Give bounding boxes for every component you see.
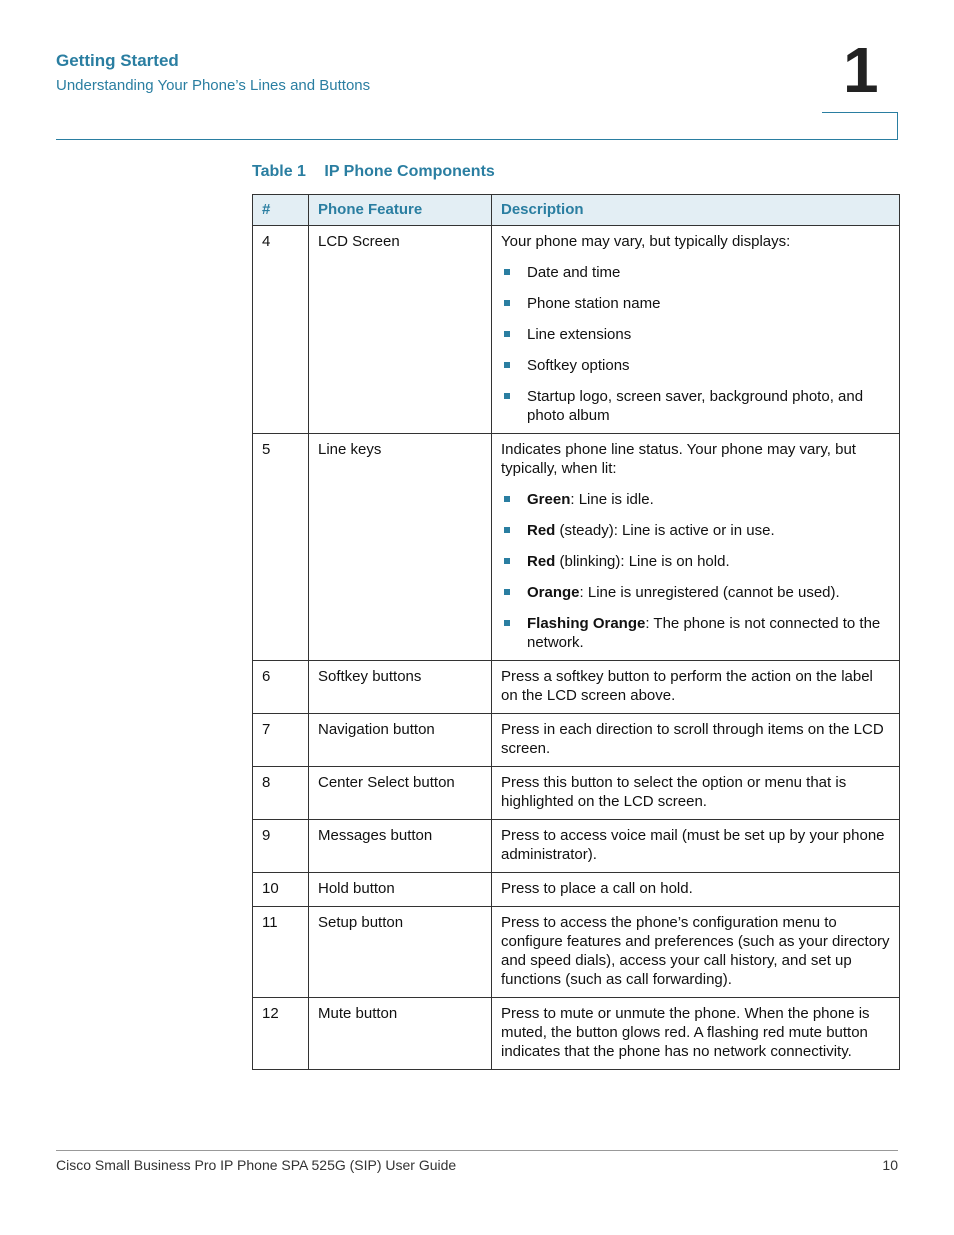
row-description <box>492 907 900 998</box>
column-header-feature: Phone Feature <box>309 195 492 226</box>
table-row <box>253 907 900 998</box>
table-row <box>253 714 900 767</box>
description-text: Press to access the phone’s configuration menu to configure features and preferences (such as your directory and speed dials), access your call history, and set up functions (such as call forwarding). <box>501 914 890 988</box>
table-caption-number: Table 1 <box>252 163 306 180</box>
bullet-text: (steady): Line is active or in use. <box>555 522 775 539</box>
row-description <box>492 873 900 907</box>
bullet-term: Red <box>527 522 556 539</box>
bullet-item <box>501 387 891 425</box>
row-description <box>492 767 900 820</box>
row-description <box>492 998 900 1070</box>
column-header-description: Description <box>492 195 900 226</box>
bullet-list <box>501 263 891 425</box>
description-text: Your phone may vary, but typically displays: <box>501 233 791 250</box>
row-description <box>492 226 900 434</box>
row-number: 7 <box>253 714 309 767</box>
table-header-row <box>253 195 900 226</box>
bullet-text: Startup logo, screen saver, background photo, and photo album <box>527 388 864 424</box>
bullet-term: Green <box>527 491 571 508</box>
components-table <box>252 194 900 1070</box>
table-row <box>253 226 900 434</box>
table-caption-title: IP Phone Components <box>324 163 495 180</box>
bullet-text: (blinking): Line is on hold. <box>555 553 730 570</box>
bullet-item <box>501 325 891 344</box>
row-feature: Setup button <box>309 907 492 998</box>
bullet-item <box>501 356 891 375</box>
description-text: Indicates phone line status. Your phone may vary, but typically, when lit: <box>501 441 856 477</box>
bullet-item <box>501 294 891 313</box>
row-feature: Mute button <box>309 998 492 1070</box>
bullet-term: Red <box>527 553 556 570</box>
table-row <box>253 873 900 907</box>
row-feature: Line keys <box>309 434 492 661</box>
table-row <box>253 434 900 661</box>
row-number: 8 <box>253 767 309 820</box>
description-text: Press to place a call on hold. <box>501 880 693 897</box>
footer-divider <box>56 1150 898 1151</box>
bullet-text: : Line is unregistered (cannot be used). <box>579 584 840 601</box>
table-row <box>253 661 900 714</box>
description-text: Press this button to select the option or menu that is highlighted on the LCD screen. <box>501 774 847 810</box>
table-row <box>253 767 900 820</box>
row-feature: Center Select button <box>309 767 492 820</box>
chapter-tab <box>822 112 898 139</box>
page-number: 10 <box>882 1157 898 1173</box>
bullet-item <box>501 614 891 652</box>
row-number: 11 <box>253 907 309 998</box>
description-text: Press in each direction to scroll through items on the LCD screen. <box>501 721 884 757</box>
bullet-text: Line extensions <box>527 326 632 343</box>
row-feature: Hold button <box>309 873 492 907</box>
bullet-list <box>501 490 891 652</box>
row-feature: Messages button <box>309 820 492 873</box>
bullet-item <box>501 552 891 571</box>
row-feature: Softkey buttons <box>309 661 492 714</box>
row-number: 9 <box>253 820 309 873</box>
bullet-term: Flashing Orange <box>527 615 646 632</box>
table-body <box>253 226 900 1070</box>
bullet-text: : The phone is not connected to the network. <box>527 615 881 651</box>
section-title: Getting Started <box>56 51 179 70</box>
table-row <box>253 998 900 1070</box>
table-row <box>253 820 900 873</box>
row-description <box>492 714 900 767</box>
row-description <box>492 661 900 714</box>
row-feature: Navigation button <box>309 714 492 767</box>
row-description <box>492 820 900 873</box>
bullet-item <box>501 263 891 282</box>
row-number: 5 <box>253 434 309 661</box>
row-number: 10 <box>253 873 309 907</box>
description-text: Press to mute or unmute the phone. When the phone is muted, the button glows red. A flashing red mute button indicates that the phone has no network connectivity. <box>501 1005 870 1060</box>
row-number: 4 <box>253 226 309 434</box>
bullet-text: Phone station name <box>527 295 661 312</box>
bullet-text: Softkey options <box>527 357 630 374</box>
row-number: 6 <box>253 661 309 714</box>
bullet-text: Date and time <box>527 264 621 281</box>
description-text: Press to access voice mail (must be set up by your phone administrator). <box>501 827 885 863</box>
column-header-number: # <box>253 195 309 226</box>
footer-guide-title: Cisco Small Business Pro IP Phone SPA 525G (SIP) User Guide <box>56 1157 457 1173</box>
table-caption <box>252 163 495 181</box>
bullet-item <box>501 521 891 540</box>
description-text: Press a softkey button to perform the action on the label on the LCD screen above. <box>501 668 873 704</box>
row-number: 12 <box>253 998 309 1070</box>
row-description <box>492 434 900 661</box>
bullet-item <box>501 583 891 602</box>
chapter-number: 1 <box>843 34 879 106</box>
bullet-text: : Line is idle. <box>570 491 654 508</box>
row-feature: LCD Screen <box>309 226 492 434</box>
header-divider <box>56 139 898 140</box>
section-subtitle: Understanding Your Phone’s Lines and Buttons <box>56 77 371 94</box>
bullet-item <box>501 490 891 509</box>
bullet-term: Orange <box>527 584 580 601</box>
